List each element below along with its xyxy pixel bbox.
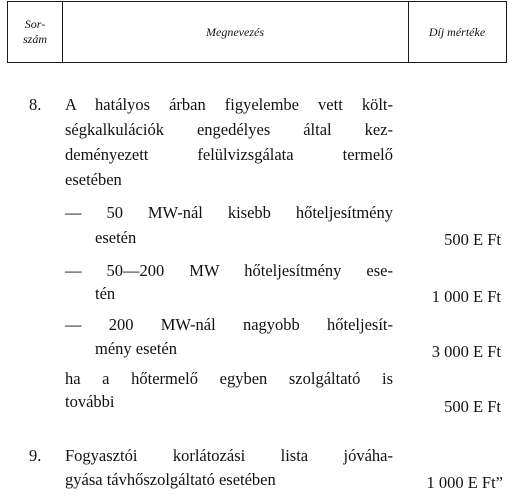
item-9-number: 9. <box>29 446 42 465</box>
header-fee-label: Díj mértéke <box>428 24 486 39</box>
item-8-sub-3-line-1: — 200 MW-nál nagyobb hőteljesít- <box>65 315 393 334</box>
item-8-sub-2-line-2: tén <box>95 284 116 303</box>
item-8-sub-3-fee: 3 000 E Ft <box>431 342 501 361</box>
item-8-number: 8. <box>29 95 42 114</box>
table-header <box>7 1 507 63</box>
header-serial-number <box>8 2 63 62</box>
item-8-sub-4-fee: 500 E Ft <box>444 397 501 416</box>
header-description-label: Megnevezés <box>206 24 264 39</box>
header-fee <box>408 2 506 62</box>
item-8-sub-4-line-1: ha a hőtermelő egyben szolgáltató is <box>65 369 393 388</box>
header-serial-number-line2: szám <box>22 32 47 46</box>
item-9-fee: 1 000 E Ft” <box>426 473 503 492</box>
item-8-sub-4-line-2: további <box>65 392 115 411</box>
item-9-title-line-2: gyása távhőszolgáltató esetében <box>65 470 276 489</box>
header-serial-number-line1: Sor- <box>24 17 46 31</box>
item-8-title-line-3: deményezett felülvizsgálata termelő <box>65 145 393 164</box>
item-8-title-line-4: esetében <box>65 170 122 189</box>
item-8-sub-1-line-2: esetén <box>95 228 137 247</box>
item-8-sub-2-fee: 1 000 E Ft <box>431 287 501 306</box>
header-description <box>62 2 409 62</box>
item-9-title-line-1: Fogyasztói korlátozási lista jóváha- <box>65 446 393 465</box>
item-8-title-line-2: ségkalkulációk engedélyes által kez- <box>65 120 393 139</box>
item-8-sub-1-fee: 500 E Ft <box>444 230 501 249</box>
item-8-title-line-1: A hatályos árban figyelembe vett költ- <box>65 95 393 114</box>
item-8-sub-1-line-1: — 50 MW-nál kisebb hőteljesítmény <box>65 203 393 222</box>
item-8-sub-2-line-1: — 50—200 MW hőteljesítmény ese- <box>65 261 393 280</box>
item-8-sub-3-line-2: mény esetén <box>95 339 178 358</box>
